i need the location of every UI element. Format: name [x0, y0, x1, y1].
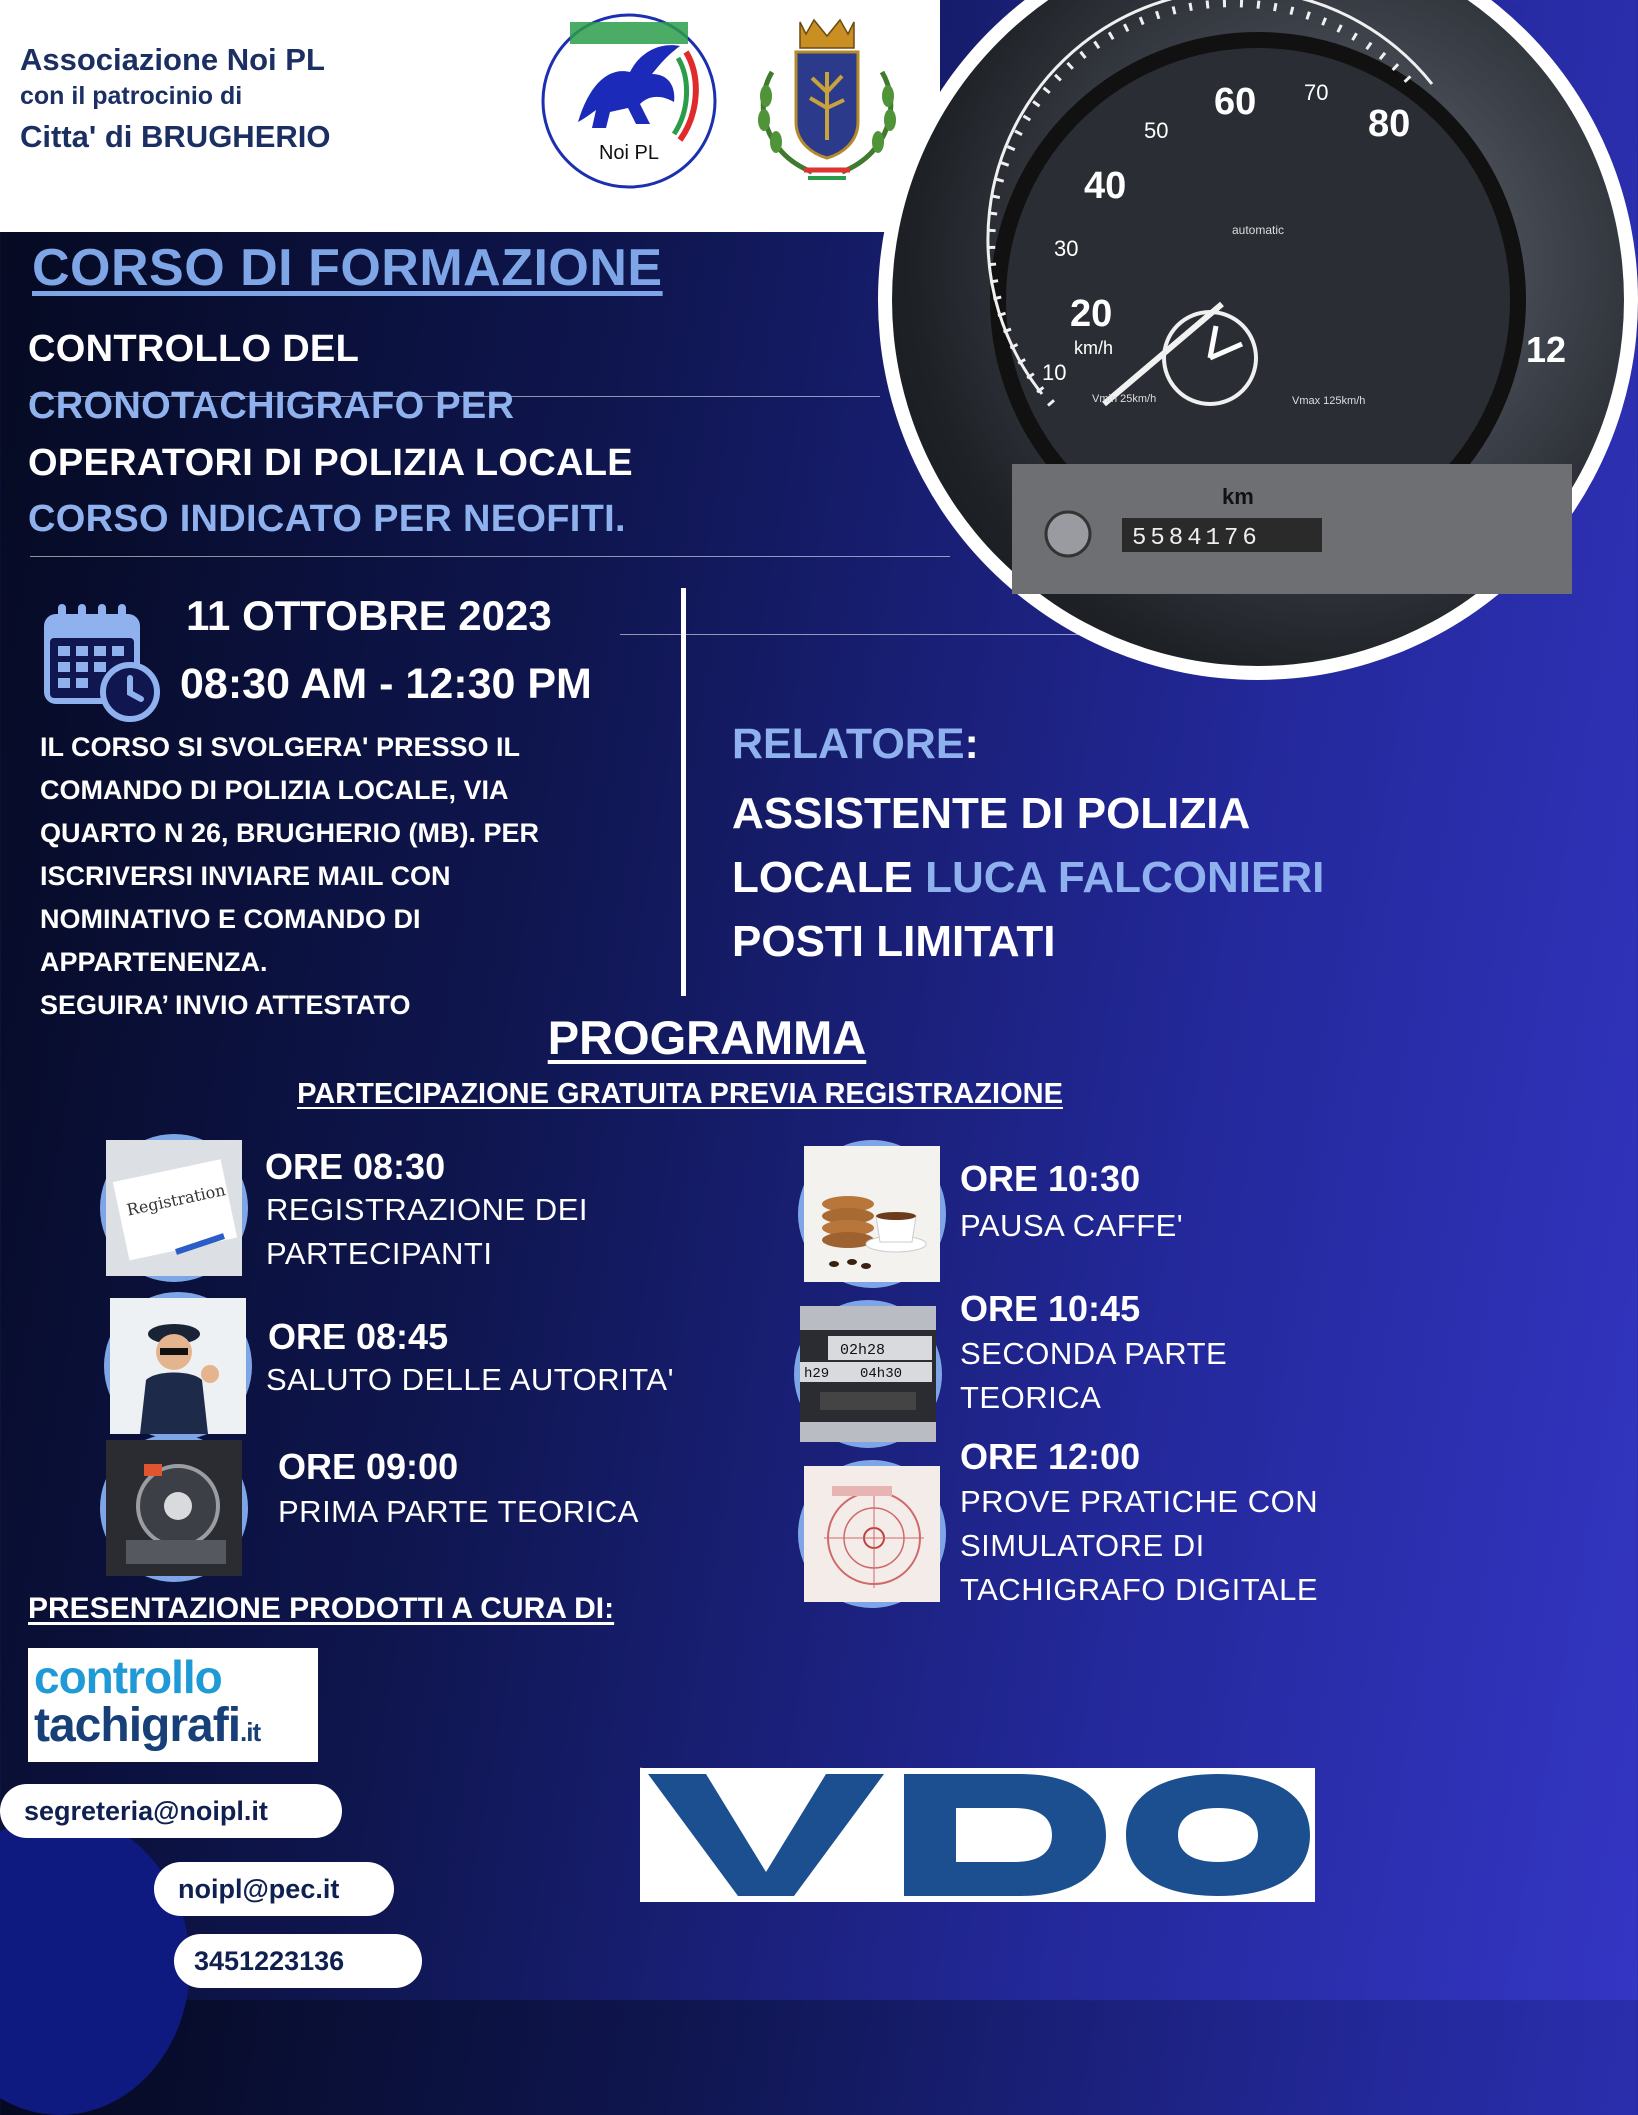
gauge-30: 30 — [1054, 236, 1079, 261]
relatore-label — [732, 720, 979, 769]
city-name: Citta' di BRUGHERIO — [20, 119, 331, 154]
presentazione-heading: PRESENTAZIONE PRODOTTI A CURA DI: — [28, 1592, 615, 1625]
tachograph-disc-photo-image — [804, 1466, 940, 1602]
vertical-divider — [681, 588, 686, 996]
event-date: 11 OTTOBRE 2023 — [186, 592, 552, 639]
contact-email-text: segreteria@noipl.it — [24, 1796, 268, 1826]
contact-phone-text: 3451223136 — [194, 1946, 345, 1976]
contact-pec-text: noipl@pec.it — [178, 1874, 340, 1904]
contact-phone[interactable] — [174, 1934, 422, 1988]
tachograph-display-right: 04h30 — [860, 1366, 903, 1382]
registration-photo — [100, 1134, 248, 1282]
ct-logo-line2 — [34, 1698, 260, 1753]
brugherio-crest — [742, 12, 912, 192]
subtitle-line-2: CRONOTACHIGRAFO PER — [28, 385, 515, 427]
ct-logo-line1: controllo — [34, 1651, 222, 1703]
info-line: IL CORSO SI SVOLGERA' PRESSO IL — [40, 732, 521, 762]
event-time-0845: ORE 08:45 — [268, 1316, 449, 1357]
event-desc-0900 — [278, 1490, 639, 1534]
registration-photo-text: Registration — [125, 1180, 228, 1220]
gauge-80: 80 — [1368, 103, 1411, 145]
relatore-details — [732, 782, 1372, 974]
event-desc-1045 — [960, 1332, 1227, 1420]
association-name: Associazione Noi PL — [20, 42, 325, 77]
programma-subtitle: PARTECIPAZIONE GRATUITA PREVIA REGISTRAZIONE — [297, 1078, 1063, 1110]
coffee-photo-image — [804, 1146, 940, 1282]
gauge-10: 10 — [1042, 360, 1067, 385]
info-line: NOMINATIVO E COMANDO DI — [40, 904, 421, 934]
event-info — [40, 726, 660, 1027]
gauge-unit: km/h — [1074, 338, 1114, 358]
tachograph-display-top: 02h28 — [840, 1342, 886, 1359]
subtitle-line-3: OPERATORI DI POLIZIA LOCALE — [28, 442, 633, 484]
contact-email[interactable] — [0, 1784, 342, 1838]
corner-decoration — [0, 1815, 190, 2115]
event-desc-line: SALUTO DELLE AUTORITA' — [266, 1362, 674, 1397]
association-block — [20, 40, 330, 162]
info-line: ISCRIVERSI INVIARE MAIL CON — [40, 861, 451, 891]
event-desc-line: SECONDA PARTE — [960, 1336, 1228, 1371]
registration-photo-image — [106, 1140, 242, 1276]
course-title: CORSO DI FORMAZIONE — [32, 239, 663, 297]
relatore-role-end: LOCALE — [732, 853, 926, 902]
calendar-clock-icon — [40, 600, 162, 722]
event-desc-line: PROVE PRATICHE CON — [960, 1484, 1319, 1519]
event-desc-line: SIMULATORE DI — [960, 1528, 1205, 1563]
event-desc-line: TACHIGRAFO DIGITALE — [960, 1572, 1318, 1607]
event-time-0900: ORE 09:00 — [278, 1446, 459, 1487]
ct-logo-tld: .it — [240, 1717, 261, 1747]
vdo-logo-mark — [640, 1768, 1315, 1902]
gauge-60: 60 — [1214, 81, 1257, 123]
event-desc-line: PAUSA CAFFE' — [960, 1208, 1184, 1243]
event-desc-1200 — [960, 1480, 1318, 1612]
divider-line — [30, 556, 950, 557]
gauge-vmax: Vmax 125km/h — [1292, 395, 1366, 407]
subtitle-line-1: CONTROLLO DEL — [28, 328, 360, 370]
digital-tachograph-photo — [794, 1300, 942, 1448]
speedometer-dial — [892, 0, 1624, 666]
programma-title: PROGRAMMA — [547, 1011, 867, 1064]
contact-pec[interactable] — [154, 1862, 394, 1916]
tachograph-disc-photo — [798, 1460, 946, 1608]
event-desc-1030 — [960, 1204, 1183, 1248]
gauge-vmin: Vmin 25km/h — [1092, 393, 1157, 405]
gauge-70: 70 — [1304, 80, 1329, 105]
relatore-name-line — [732, 846, 1372, 910]
event-desc-line: PARTECIPANTI — [266, 1236, 493, 1271]
vdo-logo-text: VDO — [640, 1768, 643, 1769]
gauge-automatic: automatic — [1232, 223, 1285, 237]
event-desc-0830 — [266, 1188, 588, 1276]
relatore-colon: : — [964, 720, 979, 768]
event-desc-line: REGISTRAZIONE DEI — [266, 1192, 588, 1227]
event-time: 08:30 AM - 12:30 PM — [180, 660, 592, 708]
noipl-logo-text: Noi PL — [598, 142, 660, 164]
tachograph-display-left: h29 — [804, 1366, 830, 1382]
divider-line — [620, 634, 1080, 635]
gauge-50: 50 — [1144, 118, 1169, 143]
posti-limitati: POSTI LIMITATI — [732, 917, 1056, 966]
noipl-logo — [540, 12, 718, 190]
digital-tachograph-photo-image — [800, 1306, 936, 1442]
coffee-photo — [798, 1140, 946, 1288]
ct-logo-word: tachigrafi — [34, 1699, 241, 1752]
speedometer-photo — [878, 0, 1638, 680]
odometer-label: km — [1222, 484, 1254, 509]
officer-photo — [104, 1292, 252, 1440]
event-time-0830: ORE 08:30 — [265, 1146, 446, 1187]
info-line: COMANDO DI POLIZIA LOCALE, VIA — [40, 775, 509, 805]
info-line: QUARTO N 26, BRUGHERIO (MB). PER — [40, 818, 540, 848]
tachograph-dial-photo-image — [106, 1440, 242, 1576]
gauge-120: 12 — [1526, 329, 1567, 370]
event-time-1200: ORE 12:00 — [960, 1436, 1141, 1477]
info-line: SEGUIRA’ INVIO ATTESTATO — [40, 990, 411, 1020]
odometer-value: 5584176 — [1132, 525, 1261, 552]
tachograph-dial-photo — [100, 1434, 248, 1582]
event-time-1045: ORE 10:45 — [960, 1288, 1141, 1329]
relatore-role: ASSISTENTE DI POLIZIA — [732, 789, 1251, 838]
event-time-1030: ORE 10:30 — [960, 1158, 1141, 1199]
controllotachigrafi-logo — [28, 1648, 318, 1762]
event-desc-0845 — [266, 1358, 674, 1402]
subtitle-line-4: CORSO INDICATO PER NEOFITI. — [28, 498, 626, 540]
info-line: APPARTENENZA. — [40, 947, 268, 977]
gauge-40: 40 — [1084, 165, 1127, 207]
patronage-text: con il patrocinio di — [20, 82, 243, 110]
officer-photo-image — [110, 1298, 246, 1434]
event-desc-line: TEORICA — [960, 1380, 1102, 1415]
relatore-name: LUCA FALCONIERI — [925, 853, 1325, 902]
vdo-logo — [640, 1768, 1315, 1902]
event-desc-line: PRIMA PARTE TEORICA — [278, 1494, 639, 1529]
relatore-label-text: RELATORE — [732, 720, 965, 768]
gauge-20: 20 — [1070, 293, 1113, 335]
